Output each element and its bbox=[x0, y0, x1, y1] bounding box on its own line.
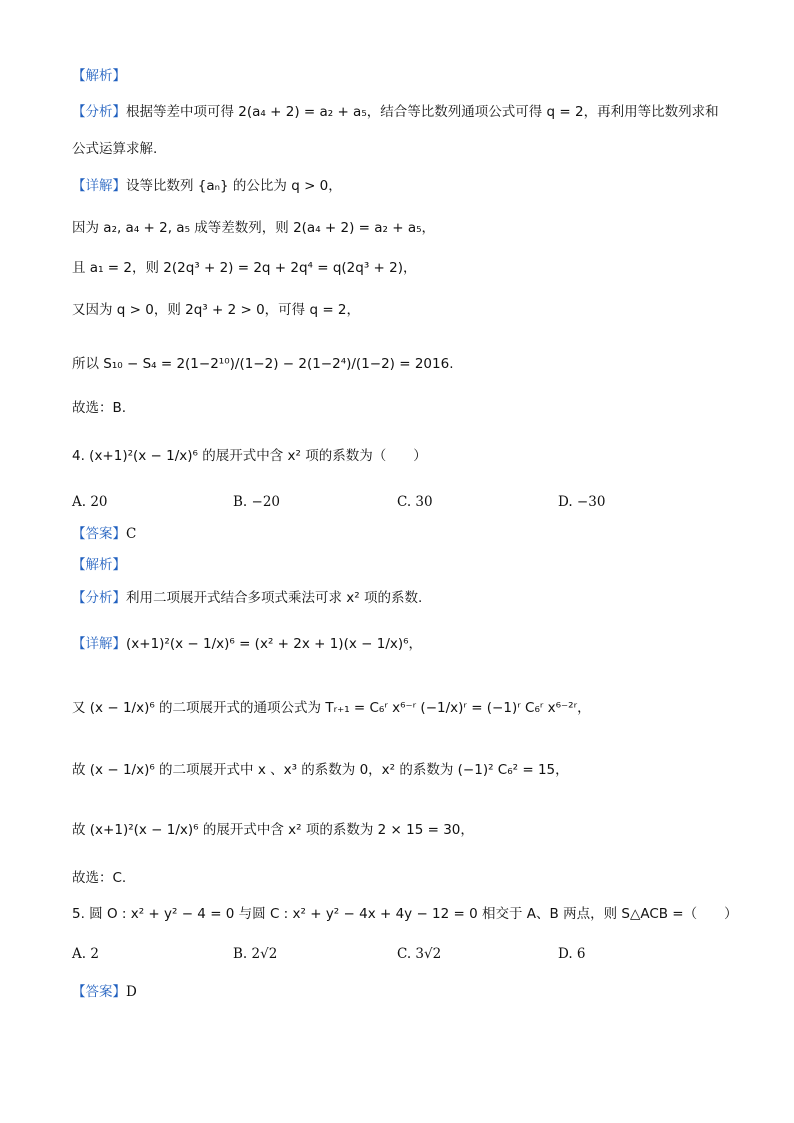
answer-q5: 【答案】D bbox=[72, 984, 137, 1000]
option-d: D. 6 bbox=[558, 946, 586, 962]
option-c: C. 30 bbox=[397, 494, 433, 510]
analysis-heading: 【解析】 bbox=[72, 68, 126, 84]
choice-q4: 故选：C. bbox=[72, 870, 127, 886]
xiangjie-line-3: 且 a₁ = 2，则 2(2q³ + 2) = 2q + 2q⁴ = q(2q³ + 2)， bbox=[72, 260, 417, 276]
option-a: A. 2 bbox=[72, 946, 99, 962]
answer-q4: 【答案】C bbox=[72, 526, 137, 542]
option-b: B. −20 bbox=[233, 494, 280, 510]
xiangjie-line-2: 因为 a₂, a₄ + 2, a₅ 成等差数列，则 2(a₄ + 2) = a₂ + a₅， bbox=[72, 220, 436, 236]
analysis-fenxi-q4: 【分析】利用二项展开式结合多项式乘法可求 x² 项的系数. bbox=[72, 590, 423, 606]
xiangjie-q4-line-3: 故 (x − 1/x)⁶ 的二项展开式中 x 、x³ 的系数为 0，x² 的系数为 (−1)² C₆² = 15， bbox=[72, 762, 569, 778]
option-d: D. −30 bbox=[558, 494, 606, 510]
analysis-heading-q4: 【解析】 bbox=[72, 557, 126, 573]
xiangjie-q4-line-2: 又 (x − 1/x)⁶ 的二项展开式的通项公式为 Tᵣ₊₁ = C₆ʳ x⁶⁻ʳ (−1/x)ʳ = (−1)ʳ C₆ʳ x⁶⁻²ʳ， bbox=[72, 700, 591, 716]
xiangjie-q4-line-1: 【详解】(x+1)²(x − 1/x)⁶ = (x² + 2x + 1)(x − 1/x)⁶， bbox=[72, 636, 423, 652]
option-b: B. 2√2 bbox=[233, 946, 278, 962]
option-c: C. 3√2 bbox=[397, 946, 442, 962]
xiangjie-line-1: 【详解】设等比数列 {aₙ} 的公比为 q > 0， bbox=[72, 178, 342, 194]
analysis-fenxi: 【分析】根据等差中项可得 2(a₄ + 2) = a₂ + a₅，结合等比数列通项公式可得 q = 2，再利用等比数列求和 bbox=[72, 104, 719, 120]
xiangjie-line-4: 又因为 q > 0，则 2q³ + 2 > 0，可得 q = 2， bbox=[72, 302, 361, 318]
sum-formula-line: 所以 S₁₀ − S₄ = 2(1−2¹⁰)/(1−2) − 2(1−2⁴)/(1−2) = 2016. bbox=[72, 356, 454, 372]
question-5-stem: 5. 圆 O : x² + y² − 4 = 0 与圆 C : x² + y² − 4x + 4y − 12 = 0 相交于 A、B 两点，则 S△ACB =（ ） bbox=[72, 906, 738, 922]
choice-q3: 故选：B. bbox=[72, 400, 127, 416]
xiangjie-q4-line-4: 故 (x+1)²(x − 1/x)⁶ 的展开式中含 x² 项的系数为 2 × 15 = 30， bbox=[72, 822, 474, 838]
fenxi-text-cont: 公式运算求解. bbox=[72, 141, 158, 157]
question-4-stem: 4. (x+1)²(x − 1/x)⁶ 的展开式中含 x² 项的系数为（ ） bbox=[72, 448, 427, 464]
fenxi-text: 根据等差中项可得 2(a₄ + 2) = a₂ + a₅，结合等比数列通项公式可得 q = 2，再利用等比数列求和 bbox=[126, 104, 719, 120]
option-a: A. 20 bbox=[72, 494, 108, 510]
